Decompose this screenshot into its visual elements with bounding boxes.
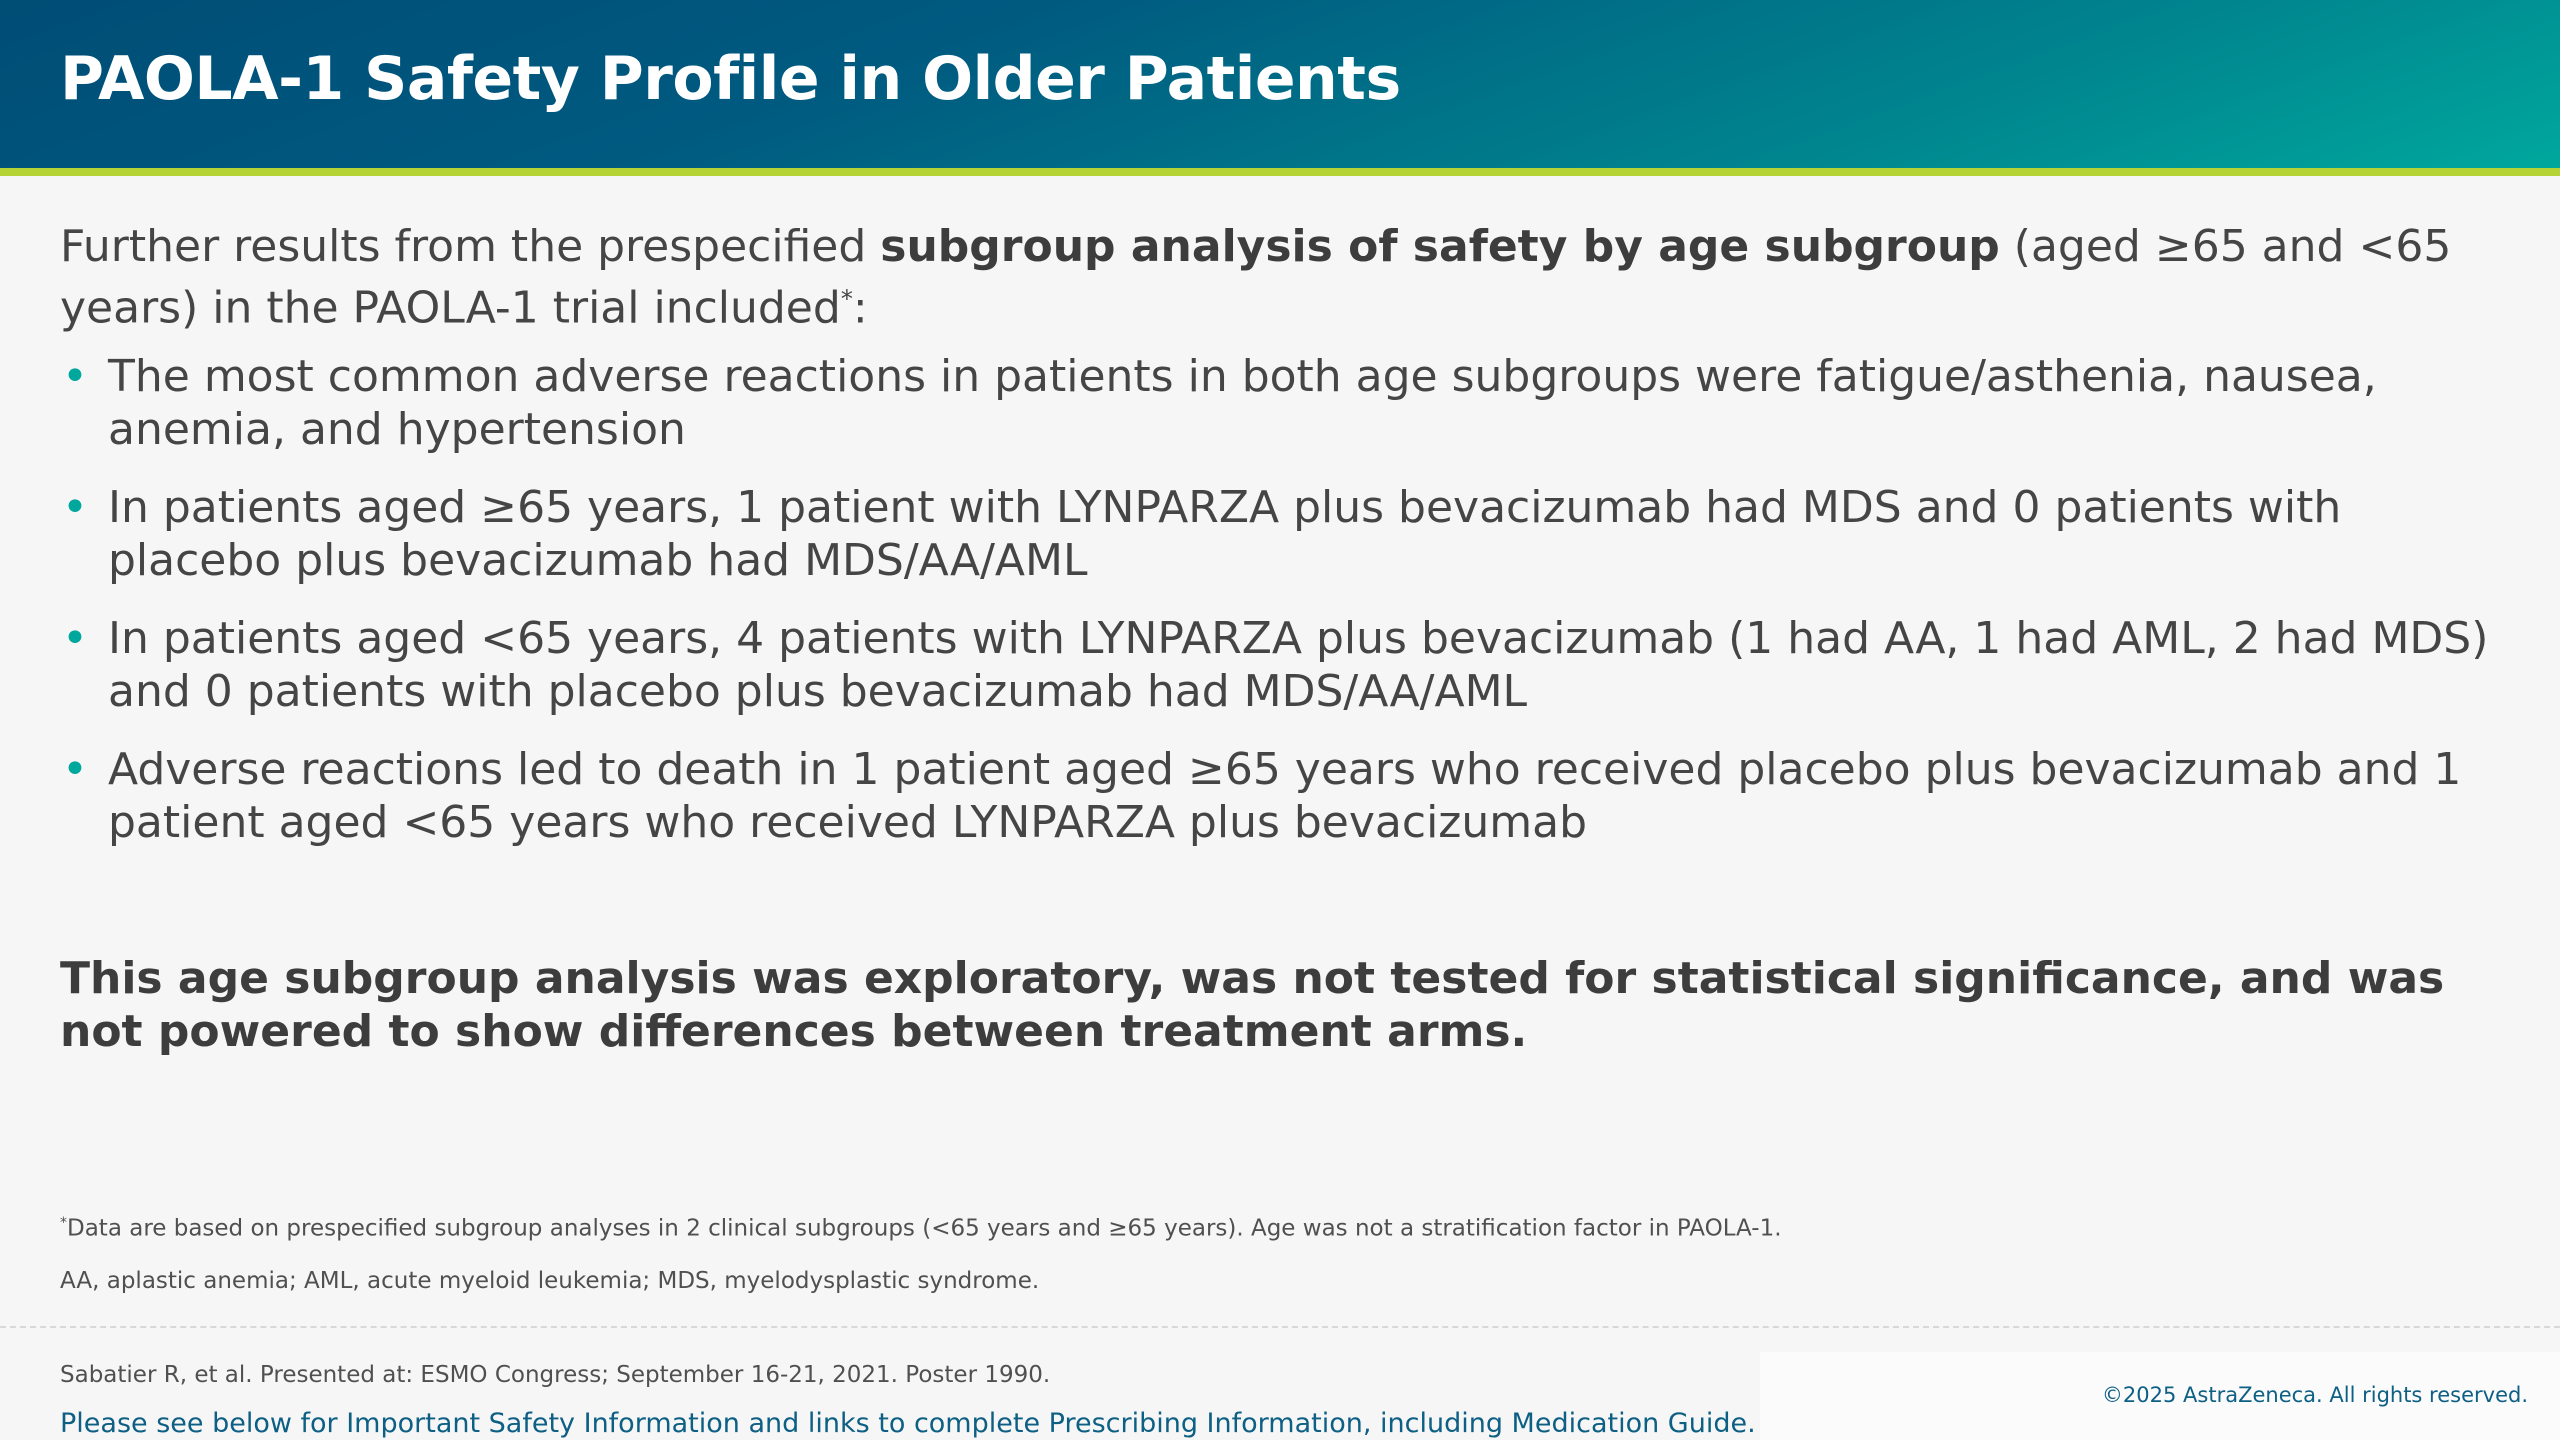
bullet-text: Adverse reactions led to death in 1 patient aged ≥65 years who received placebo plus bevacizumab and 1 patient aged <65 years who received LYNPARZA plus bevacizumab [108, 744, 2462, 848]
bullet-list [60, 350, 2500, 874]
footnote-text: Data are based on prespecified subgroup analyses in 2 clinical subgroups (<65 years and ≥65 years). Age was not a stratification factor in PAOLA-1. [67, 1215, 1782, 1242]
intro-suffix: (aged ≥65 and <65 years) in the PAOLA-1 trial included [60, 221, 2452, 334]
copyright: ©2025 AstraZeneca. All rights reserved. [2101, 1383, 2528, 1407]
bullet-icon: • [62, 613, 88, 664]
bullet-icon: • [62, 351, 88, 402]
intro-prefix: Further results from the prespecified [60, 221, 881, 272]
bullet-text: In patients aged <65 years, 4 patients with LYNPARZA plus bevacizumab (1 had AA, 1 had AML, 2 had MDS) and 0 patients with placebo plus bevacizumab had MDS/AA/AML [108, 613, 2489, 717]
exploratory-statement: This age subgroup analysis was exploratory, was not tested for statistical significance, and was not powered to show differences between treatment arms. [60, 953, 2445, 1057]
bullet-icon: • [62, 744, 88, 795]
divider [0, 1326, 2560, 1328]
bullet-text: In patients aged ≥65 years, 1 patient with LYNPARZA plus bevacizumab had MDS and 0 patients with placebo plus bevacizumab had MDS/AA/AML [108, 482, 2342, 586]
bullet-icon: • [62, 482, 88, 533]
header-banner [0, 0, 2560, 168]
footnote-abbreviations: AA, aplastic anemia; AML, acute myeloid leukemia; MDS, myelodysplastic syndrome. [60, 1268, 1040, 1294]
safety-info-link[interactable]: Please see below for Important Safety Information and links to complete Prescribing Information, including Medication Guide. [60, 1408, 1756, 1439]
intro-end: : [852, 282, 868, 334]
list-item [60, 481, 2500, 587]
citation: Sabatier R, et al. Presented at: ESMO Congress; September 16-21, 2021. Poster 1990. [60, 1362, 1051, 1388]
footnote-mark: * [840, 285, 853, 313]
accent-bar [0, 168, 2560, 176]
list-item [60, 743, 2500, 849]
footnote-mark: * [60, 1215, 67, 1231]
intro-paragraph [60, 220, 2500, 335]
list-item [60, 612, 2500, 718]
list-item [60, 350, 2500, 456]
page-title: PAOLA-1 Safety Profile in Older Patients [60, 44, 1401, 114]
bullet-text: The most common adverse reactions in patients in both age subgroups were fatigue/asthenia, nausea, anemia, and hypertension [108, 351, 2377, 455]
footnote-data [60, 1215, 1782, 1242]
intro-bold: subgroup analysis of safety by age subgroup [880, 221, 2000, 272]
